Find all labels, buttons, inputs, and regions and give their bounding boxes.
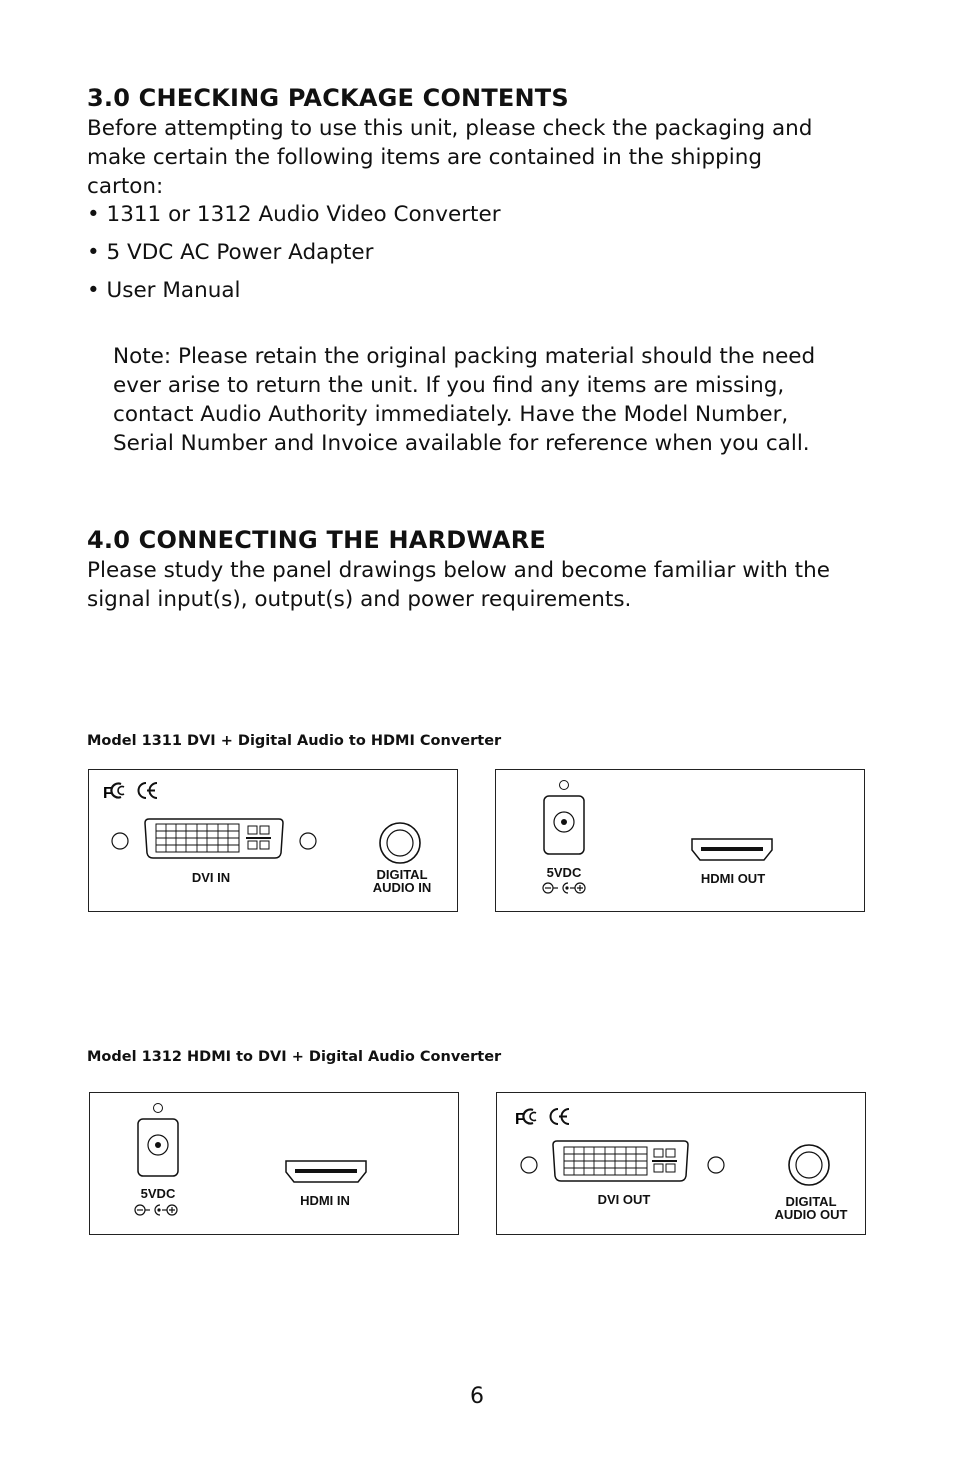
section-heading-connecting-hardware: 4.0 CONNECTING THE HARDWARE — [87, 526, 547, 554]
hdmi-port-icon — [286, 1161, 366, 1182]
list-item: • 5 VDC AC Power Adapter — [87, 240, 374, 265]
hardware-intro — [87, 556, 907, 614]
note-line: Note: Please retain the original packing material should the need — [113, 344, 816, 369]
section-heading-package-contents: 3.0 CHECKING PACKAGE CONTENTS — [87, 84, 569, 112]
hardware-intro-line: Please study the panel drawings below and become familiar with the — [87, 558, 830, 583]
power-jack-icon — [138, 1119, 178, 1176]
package-intro-line: make certain the following items are contained in the shipping — [87, 145, 763, 170]
digital-audio-out-label — [761, 1195, 861, 1221]
fc-mark-c-icon — [111, 784, 121, 798]
digital-label-line: DIGITAL — [785, 1194, 837, 1209]
screw-hole-icon — [708, 1157, 724, 1173]
model-1312-caption: Model 1312 HDMI to DVI + Digital Audio Converter — [87, 1049, 502, 1065]
dvi-out-label: DVI OUT — [597, 1192, 651, 1207]
fc-mark-c-icon — [523, 1110, 533, 1124]
dvi-in-label: DVI IN — [191, 870, 231, 885]
power-jack-icon — [544, 796, 584, 854]
ce-mark-icon — [139, 783, 147, 798]
power-5vdc-label: 5VDC — [140, 1186, 176, 1201]
hardware-intro-line: signal input(s), output(s) and power requirements. — [87, 587, 632, 612]
power-5vdc-label: 5VDC — [546, 865, 582, 880]
digital-label-line: DIGITAL — [376, 867, 428, 882]
hdmi-in-label: HDMI IN — [300, 1193, 350, 1208]
led-indicator-icon — [154, 1104, 163, 1113]
power-hdmi-panel-drawing — [90, 1093, 460, 1236]
model-1312-input-panel — [89, 1092, 459, 1235]
package-intro-line: Before attempting to use this unit, please check the packaging and — [87, 116, 813, 141]
audio-in-label-line: AUDIO IN — [372, 880, 432, 895]
audio-out-label-line: AUDIO OUT — [774, 1207, 848, 1222]
power-hdmi-panel-drawing — [496, 770, 866, 913]
package-intro-line: carton: — [87, 174, 164, 199]
page-number: 6 — [470, 1384, 484, 1409]
model-1311-input-panel — [88, 769, 458, 912]
package-intro — [87, 114, 887, 201]
hdmi-out-label: HDMI OUT — [700, 871, 766, 886]
dvi-connector-icon — [553, 1141, 688, 1181]
fc-mark-icon: F — [103, 785, 113, 802]
model-1312-output-panel — [496, 1092, 866, 1235]
screw-hole-icon — [521, 1157, 537, 1173]
ce-mark-icon — [551, 1109, 559, 1124]
note-line: contact Audio Authority immediately. Have the Model Number, — [113, 402, 789, 427]
model-1311-caption: Model 1311 DVI + Digital Audio to HDMI Converter — [87, 733, 502, 749]
list-item: • User Manual — [87, 278, 241, 303]
model-1311-output-panel — [495, 769, 865, 912]
screw-hole-icon — [300, 833, 316, 849]
note-paragraph — [113, 342, 913, 458]
fc-mark-icon: F — [515, 1111, 525, 1128]
note-line: Serial Number and Invoice available for reference when you call. — [113, 431, 810, 456]
digital-audio-jack-icon — [380, 823, 420, 863]
screw-hole-icon — [112, 833, 128, 849]
digital-audio-in-label — [357, 868, 447, 894]
dvi-connector-icon — [145, 819, 283, 858]
polarity-symbol-icon — [543, 883, 585, 893]
hdmi-port-icon — [692, 839, 772, 860]
note-line: ever arise to return the unit. If you find any items are missing, — [113, 373, 785, 398]
polarity-symbol-icon — [135, 1205, 177, 1215]
digital-audio-jack-icon — [789, 1145, 829, 1185]
led-indicator-icon — [560, 781, 569, 790]
list-item: • 1311 or 1312 Audio Video Converter — [87, 202, 501, 227]
